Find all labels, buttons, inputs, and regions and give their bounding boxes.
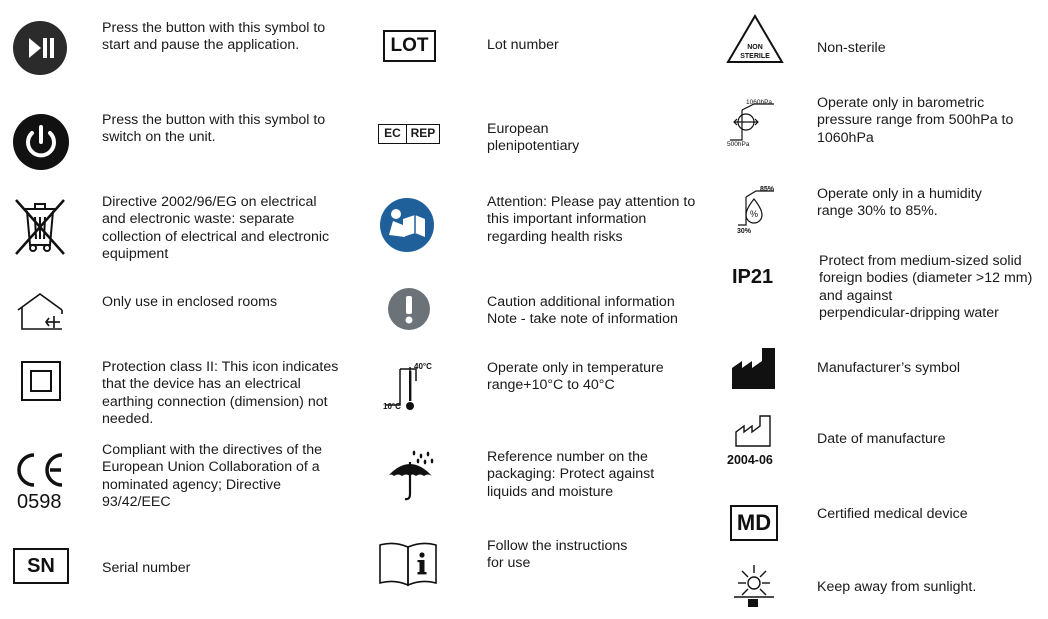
md-icon: MD <box>730 505 778 541</box>
non-sterile-description: Non-sterile <box>817 40 886 56</box>
instructions-icon <box>378 541 438 592</box>
ce-description: Compliant with the directives of the European Union Collaboration of a nominated agency; Directive 93/42/EEC <box>102 442 323 511</box>
manufacturer-icon <box>731 348 779 395</box>
md-description: Certified medical device <box>817 506 968 522</box>
humidity-limit-icon <box>736 183 782 240</box>
pressure-low-label: 500hPa <box>727 141 750 148</box>
caution-icon <box>387 287 431 336</box>
thermometer-icon <box>380 359 436 420</box>
temperature-description: Operate only in temperature range+10°C to 40°C <box>487 360 664 394</box>
lot-icon: LOT <box>383 30 436 62</box>
read-manual-icon <box>379 197 435 258</box>
ec-label: EC <box>379 125 407 143</box>
date-of-manufacture-description: Date of manufacture <box>817 431 946 447</box>
humidity-description: Operate only in a humidity range 30% to 85%. <box>817 186 982 220</box>
sterile-label: STERILE <box>740 53 770 60</box>
protection-class-description: Protection class II: This icon indicates that the device has an electrical earthing connection (dimension) not needed. <box>102 359 339 428</box>
power-icon <box>12 113 70 176</box>
power-description: Press the button with this symbol to switch on the unit. <box>102 112 326 146</box>
serial-number-description: Serial number <box>102 560 191 576</box>
non-label: NON <box>747 44 763 51</box>
ce-mark-icon <box>15 450 69 495</box>
indoor-house-icon <box>16 292 66 337</box>
humidity-percent-label: % <box>749 209 759 219</box>
rep-label: REP <box>410 126 436 140</box>
ec-rep-description: European plenipotentiary <box>487 121 580 155</box>
lot-description: Lot number <box>487 37 559 53</box>
pressure-description: Operate only in barometric pressure range from 500hPa to 1060hPa <box>817 95 1014 146</box>
non-sterile-icon <box>726 14 784 69</box>
manufacturer-description: Manufacturer’s symbol <box>817 360 960 376</box>
play-pause-icon <box>12 20 68 81</box>
notified-body-number: 0598 <box>17 491 62 513</box>
play-pause-description: Press the button with this symbol to start and pause the application. <box>102 20 326 54</box>
date-of-manufacture-icon <box>734 414 774 453</box>
pressure-limit-icon <box>726 96 782 155</box>
instructions-description: Follow the instructions for use <box>487 538 628 572</box>
ip-rating-description: Protect from medium-sized solid foreign bodies (diameter >12 mm) and against perpendicular-dripping water <box>819 253 1033 322</box>
ip-rating-icon: IP21 <box>732 266 774 288</box>
date-label: 2004-06 <box>727 453 773 467</box>
read-manual-description: Attention: Please pay attention to this important information regarding health risks <box>487 194 696 245</box>
temp-low-label: 10°C <box>383 402 401 411</box>
indoor-description: Only use in enclosed rooms <box>102 294 278 310</box>
weee-description: Directive 2002/96/EG on electrical and electronic waste: separate collection of electrical and electronic equipment <box>102 194 330 263</box>
caution-description: Caution additional information Note - take note of information <box>487 294 678 328</box>
ec-rep-icon <box>378 124 440 144</box>
keep-dry-description: Reference number on the packaging: Protect against liquids and moisture <box>487 449 655 500</box>
serial-number-icon: SN <box>13 548 69 584</box>
crossed-bin-icon <box>13 197 67 262</box>
humidity-low-label: 30% <box>737 228 752 235</box>
humidity-high-label: 85% <box>760 186 775 193</box>
sunlight-description: Keep away from sunlight. <box>817 579 977 595</box>
temp-high-label: 40°C <box>414 362 432 371</box>
pressure-high-label: 1060hPa <box>746 99 773 106</box>
protection-class-ii-icon <box>20 360 62 407</box>
sunlight-icon <box>730 563 780 616</box>
keep-dry-icon <box>384 448 436 509</box>
